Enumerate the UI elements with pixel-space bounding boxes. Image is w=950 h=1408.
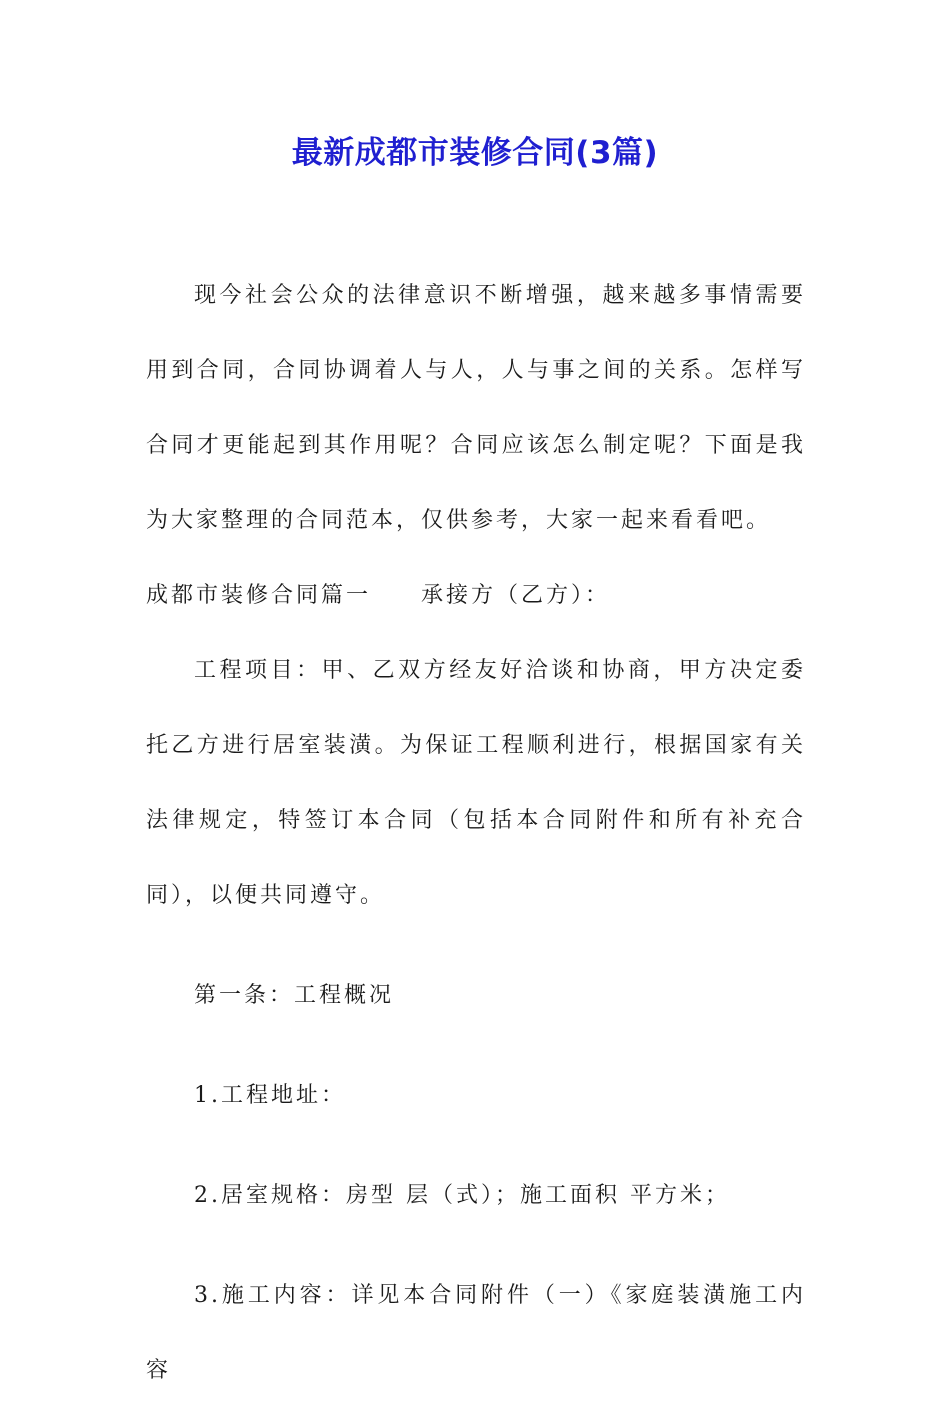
intro-paragraph: 现今社会公众的法律意识不断增强，越来越多事情需要用到合同，合同协调着人与人，人与事之间的关系。怎样写合同才更能起到其作用呢？合同应该怎么制定呢？下面是我为大家整理的合同范本，仅供参考，大家一起来看看吧。 xyxy=(146,283,806,533)
list-item-construction-content: 3.施工内容：详见本合同附件（一）《家庭装潢施工内容 xyxy=(146,1283,806,1383)
document-body xyxy=(146,258,806,1408)
section-heading-part-one: 成都市装修合同篇一 承接方（乙方）： xyxy=(146,583,611,608)
document-title: 最新成都市装修合同(3篇) xyxy=(291,135,659,171)
list-item-address: 1.工程地址： xyxy=(194,1083,346,1108)
list-item-room-spec: 2.居室规格：房型 层（式）；施工面积 平方米； xyxy=(194,1183,730,1208)
article-one-heading: 第一条：工程概况 xyxy=(194,983,395,1008)
project-paragraph: 工程项目：甲、乙双方经友好洽谈和协商，甲方决定委托乙方进行居室装潢。为保证工程顺利进行，根据国家有关法律规定，特签订本合同（包括本合同附件和所有补充合同），以便共同遵守。 xyxy=(146,658,806,908)
